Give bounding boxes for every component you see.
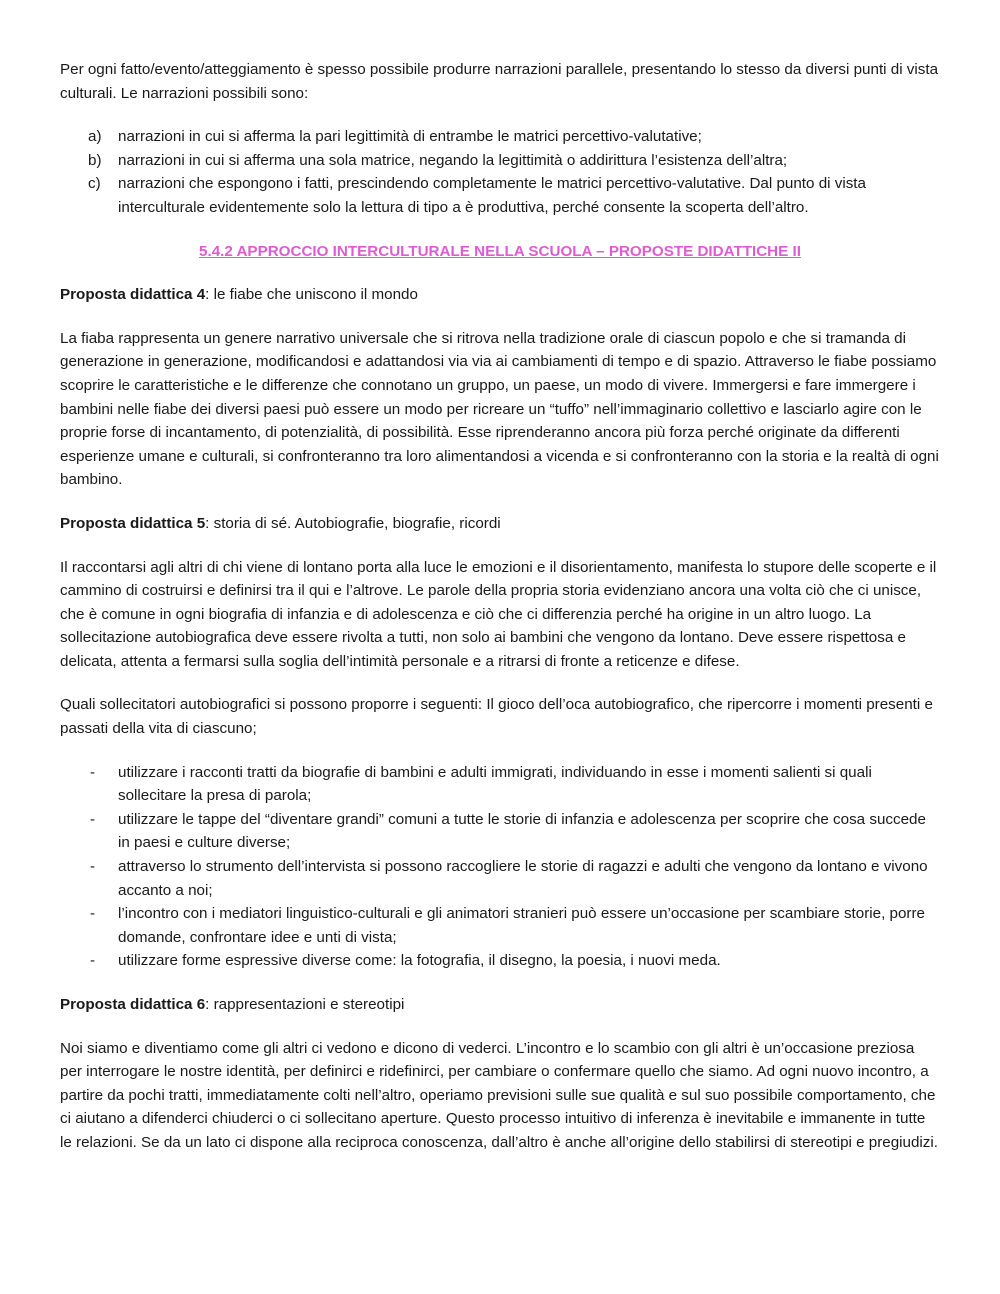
list-item-text: utilizzare i racconti tratti da biografie di bambini e adulti immigrati, individuando in esse i momenti salienti si quali sollecitare la presa di parola; <box>118 763 872 805</box>
list-item-text: utilizzare forme espressive diverse come: la fotografia, il disegno, la poesia, i nuovi meda. <box>118 952 721 970</box>
proposta-5-label: Proposta didattica 5 <box>60 514 206 532</box>
list-item-text: narrazioni in cui si afferma una sola matrice, negando la legittimità o addirittura l’esistenza dell’altra; <box>118 151 788 169</box>
list-item-text: l’incontro con i mediatori linguistico-culturali e gli animatori stranieri può essere un’occasione per scambiare storie, porre domande, confrontare idee e unti di vista; <box>118 905 925 946</box>
list-marker: a) <box>88 128 102 146</box>
narrazioni-list <box>60 125 940 219</box>
proposta-5-heading <box>60 512 940 536</box>
sollecitatori-list <box>60 761 940 973</box>
proposta-6-body: Noi siamo e diventiamo come gli altri ci vedono e dicono di vederci. L’incontro e lo scambio con gli altri è un’occasione preziosa per interrogare le nostre identità, per definirci e ridefinirci, per cambiare o confermare quello che siamo. Ad ogni nuovo incontro, a partire da pochi tratti, immediatamente colti nell’altro, operiamo previsioni sulle sue qualità e sul suo possibile comportamento, che ci aiutano a difenderci chiuderci o ci sollecitano aperture. Questo processo intuitivo di inferenza è inevitabile e immanente in tutte le relazioni. Se da un lato ci dispone alla reciproca conoscenza, dall’altro è anche all’origine dello stabilirsi di stereotipi e pregiudizi. <box>60 1039 938 1151</box>
proposta-4-label: Proposta didattica 4 <box>60 286 206 304</box>
list-item <box>60 855 940 902</box>
list-item-text: attraverso lo strumento dell’intervista si possono raccogliere le storie di ragazzi e adulti che vengono da lontano e vivono accanto a noi; <box>118 858 928 899</box>
dash-marker: - <box>90 905 96 923</box>
list-item <box>60 949 940 973</box>
proposta-6-heading <box>60 993 940 1017</box>
proposta-4-heading <box>60 283 940 307</box>
list-marker: b) <box>88 151 102 169</box>
list-item <box>60 172 940 219</box>
list-item <box>60 902 940 949</box>
dash-marker: - <box>90 763 96 781</box>
list-item <box>60 761 940 808</box>
section-title: 5.4.2 APPROCCIO INTERCULTURALE NELLA SCUOLA – PROPOSTE DIDATTICHE II <box>199 242 801 260</box>
proposta-5-title: : storia di sé. Autobiografie, biografie, ricordi <box>205 514 501 532</box>
list-item <box>60 125 940 149</box>
proposta-4-body: La fiaba rappresenta un genere narrativo universale che si ritrova nella tradizione orale di ciascun popolo e che si tramanda di generazione in generazione, modificandosi e adattandosi via via ai cambiamenti di tempo e di spazio. Attraverso le fiabe possiamo scoprire le caratteristiche e le differenze che connotano un gruppo, un paese, un modo di vivere. Immergersi e fare immergere i bambini nelle fiabe dei diversi paesi può essere un modo per ricreare un “tuffo” nell’immaginario collettivo e lasciarlo agire con le proprie forse di incantamento, di potenzialità, di possibilità. Esse riprenderanno ancora più forza perché originate da differenti esperienze umane e culturali, si confronteranno tra loro alimentandosi a vicenda e si confronteranno con la storia e la realtà di ogni bambino. <box>60 329 939 489</box>
list-item <box>60 808 940 855</box>
proposta-5-body: Il raccontarsi agli altri di chi viene di lontano porta alla luce le emozioni e il disorientamento, manifesta lo stupore delle scoperte e il cammino di costruirsi e definirsi tra il qui e l’altrove. Le parole della propria storia evidenziano ancora una volta ciò che ci unisce, che è comune in ogni biografia di infanzia e di adolescenza e ciò che ci differenzia perché ha origine in un altro luogo. La sollecitazione autobiografica deve essere rivolta a tutti, non solo ai bambini che vengono da lontano. Deve essere rispettosa e delicata, attenta a fermarsi sulla soglia dell’intimità personale e a ritrarsi di fronte a reticenze e difese. <box>60 558 937 670</box>
intro-paragraph: Per ogni fatto/evento/atteggiamento è spesso possibile produrre narrazioni parallele, presentando lo stesso da diversi punti di vista culturali. Le narrazioni possibili sono: <box>60 61 939 102</box>
dash-marker: - <box>90 952 96 970</box>
list-item-text: narrazioni in cui si afferma la pari legittimità di entrambe le matrici percettivo-valutative; <box>118 128 702 146</box>
dash-marker: - <box>90 858 96 876</box>
proposta-6-title: : rappresentazioni e stereotipi <box>205 996 405 1013</box>
list-marker: c) <box>88 175 101 193</box>
dash-marker: - <box>90 810 96 828</box>
proposta-5-body-2: Quali sollecitatori autobiografici si possono proporre i seguenti: Il gioco dell’oca autobiografico, che ripercorre i momenti presenti e passati della vita di ciascuno; <box>60 696 933 738</box>
proposta-4-title: : le fiabe che uniscono il mondo <box>205 286 418 304</box>
proposta-6-label: Proposta didattica 6 <box>60 996 206 1013</box>
list-item-text: narrazioni che espongono i fatti, prescindendo completamente le matrici percettivo-valutative. Dal punto di vista interculturale evidentemente solo la lettura di tipo a è produttiva, perché consente la scoperta dell’altro. <box>118 175 866 216</box>
list-item <box>60 149 940 173</box>
list-item-text: utilizzare le tappe del “diventare grandi” comuni a tutte le storie di infanzia e adolescenza per scoprire che cosa succede in paesi e culture diverse; <box>118 810 926 852</box>
